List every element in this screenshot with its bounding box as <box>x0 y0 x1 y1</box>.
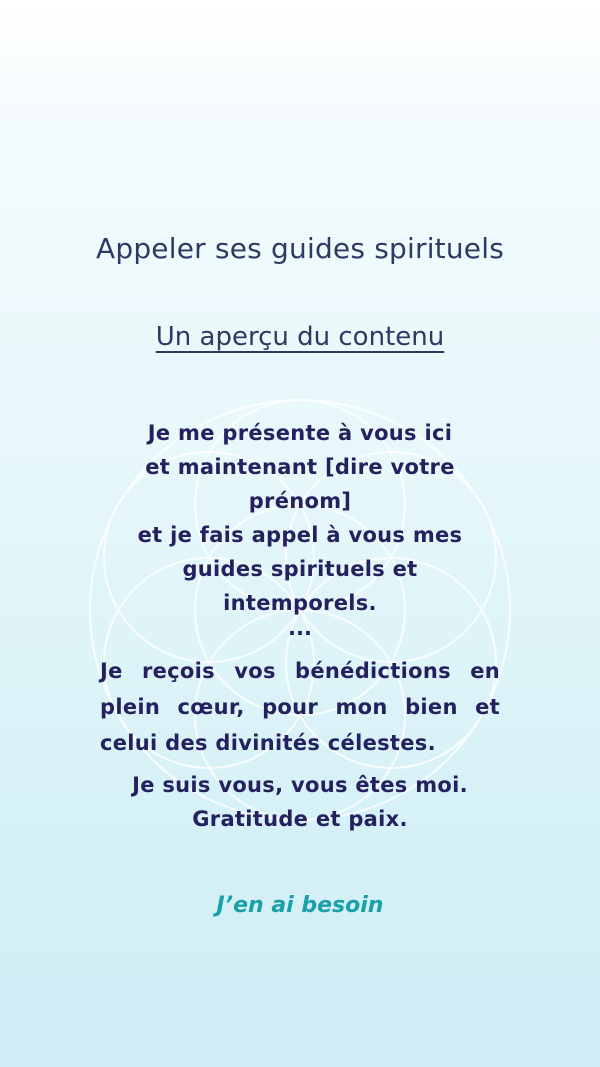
text-line: Je suis vous, vous êtes moi. <box>132 773 468 797</box>
prayer-paragraph-3 <box>80 768 520 836</box>
text-line: guides spirituels et <box>182 557 418 581</box>
text-line: prénom] <box>248 489 352 513</box>
text-line: et maintenant [dire votre <box>145 455 455 479</box>
prayer-paragraph-1 <box>90 416 510 620</box>
prayer-paragraph-2: Je reçois vos bénédictions en plein cœur, pour mon bien et celui des divinités célestes. <box>100 659 500 755</box>
section-subtitle <box>0 322 600 352</box>
text-line: Je me présente à vous ici <box>147 421 453 445</box>
text-line: Gratitude et paix. <box>192 807 408 831</box>
need-it-link[interactable]: J’en ai besoin <box>216 893 384 918</box>
text-line: et je fais appel à vous mes <box>137 523 463 547</box>
text-line: intemporels. <box>223 591 377 615</box>
page-title: Appeler ses guides spirituels <box>96 232 504 265</box>
section-subtitle-text: Un aperçu du contenu <box>155 322 445 352</box>
ellipsis-separator: ... <box>288 616 312 640</box>
